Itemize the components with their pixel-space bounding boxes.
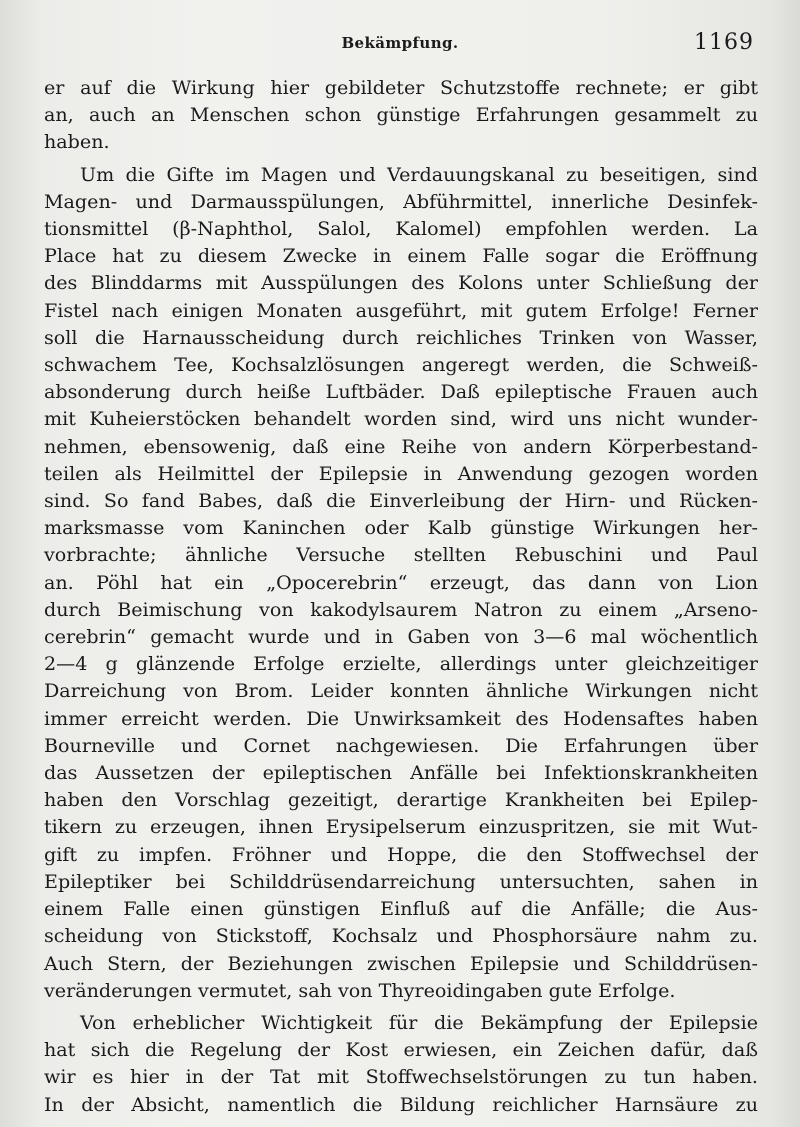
text-line: Place hat zu diesem Zwecke in einem Falle sogar die Eröffnung: [44, 244, 758, 268]
paragraph-3: [44, 1009, 758, 1118]
text-line: er auf die Wirkung hier gebildeter Schutzstoffe rechnete; er gibt: [44, 76, 758, 99]
text-line: absonderung durch heiße Luftbäder. Daß epileptische Frauen auch: [44, 380, 758, 404]
page-number: 1169: [694, 30, 754, 55]
text-line: wir es hier in der Tat mit Stoffwechselstörungen zu tun haben.: [44, 1065, 758, 1089]
text-line: veränderungen vermutet, sah von Thyreoidingaben gute Erfolge.: [44, 978, 676, 1002]
text-line: an, auch an Menschen schon günstige Erfahrungen gesammelt zu: [44, 103, 758, 127]
text-line: Auch Stern, der Beziehungen zwischen Epilepsie und Schilddrüsen-: [44, 951, 758, 975]
text-line: immer erreicht werden. Die Unwirksamkeit des Hodensaftes haben: [44, 706, 758, 730]
text-line: soll die Harnausscheidung durch reichliches Trinken von Wasser,: [44, 325, 758, 349]
text-line: Fistel nach einigen Monaten ausgeführt, mit gutem Erfolge! Ferner: [44, 298, 758, 322]
text-line: Epileptiker bei Schilddrüsendarreichung untersuchten, sahen in: [44, 869, 758, 893]
text-line: In der Absicht, namentlich die Bildung reichlicher Harnsäure zu: [44, 1092, 758, 1116]
text-line: an. Pöhl hat ein „Opocerebrin“ erzeugt, das dann von Lion: [44, 570, 758, 594]
paragraph-1: [44, 74, 758, 156]
text-line: scheidung von Stickstoff, Kochsalz und Phosphorsäure nahm zu.: [44, 924, 758, 948]
text-line: tikern zu erzeugen, ihnen Erysipelserum einzuspritzen, sie mit Wut-: [44, 815, 758, 839]
text-line: gift zu impfen. Fröhner und Hoppe, die den Stoffwechsel der: [44, 842, 758, 866]
text-line: Um die Gifte im Magen und Verdauungskanal zu beseitigen, sind: [80, 162, 758, 186]
text-line: vorbrachte; ähnliche Versuche stellten Rebuschini und Paul: [44, 543, 758, 567]
text-line: schwachem Tee, Kochsalzlösungen angeregt werden, die Schweiß-: [44, 353, 758, 377]
text-line: Bourneville und Cornet nachgewiesen. Die Erfahrungen über: [44, 733, 758, 757]
text-line: teilen als Heilmittel der Epilepsie in Anwendung gezogen worden: [44, 461, 758, 485]
text-line: hat sich die Regelung der Kost erwiesen, ein Zeichen dafür, daß: [44, 1038, 758, 1062]
text-line: einem Falle einen günstigen Einfluß auf die Anfälle; die Aus-: [44, 897, 758, 921]
text-line: 2—4 g glänzende Erfolge erzielte, allerdings unter gleichzeitiger: [44, 652, 758, 676]
body-text: [44, 74, 758, 1123]
text-line: mit Kuheierstöcken behandelt worden sind, wird uns nicht wunder-: [44, 407, 758, 431]
text-line: Von erheblicher Wichtigkeit für die Bekämpfung der Epilepsie: [80, 1010, 758, 1034]
text-line: cerebrin“ gemacht wurde und in Gaben von 3—6 mal wöchentlich: [44, 625, 758, 649]
text-line: des Blinddarms mit Ausspülungen des Kolons unter Schließung der: [44, 271, 758, 295]
text-line: durch Beimischung von kakodylsaurem Natron zu einem „Arseno-: [44, 597, 758, 621]
paragraph-2: [44, 161, 758, 1004]
text-line: haben den Vorschlag gezeitigt, derartige Krankheiten bei Epilep-: [44, 788, 758, 812]
text-line: Darreichung von Brom. Leider konnten ähnliche Wirkungen nicht: [44, 679, 758, 703]
page-header: [0, 30, 800, 58]
text-line: tionsmittel (β-Naphthol, Salol, Kalomel) empfohlen werden. La: [44, 217, 758, 241]
running-title: Bekämpfung.: [341, 34, 459, 52]
text-line: das Aussetzen der epileptischen Anfälle bei Infektionskrankheiten: [44, 761, 758, 785]
text-line: sind. So fand Babes, daß die Einverleibung der Hirn- und Rücken-: [44, 489, 758, 513]
text-line: nehmen, ebensowenig, daß eine Reihe von andern Körperbestand-: [44, 434, 758, 458]
text-line: haben.: [44, 130, 110, 154]
text-line: marksmasse vom Kaninchen oder Kalb günstige Wirkungen her-: [44, 516, 758, 540]
text-line: Magen- und Darmausspülungen, Abführmittel, innerliche Desinfek-: [44, 189, 758, 213]
